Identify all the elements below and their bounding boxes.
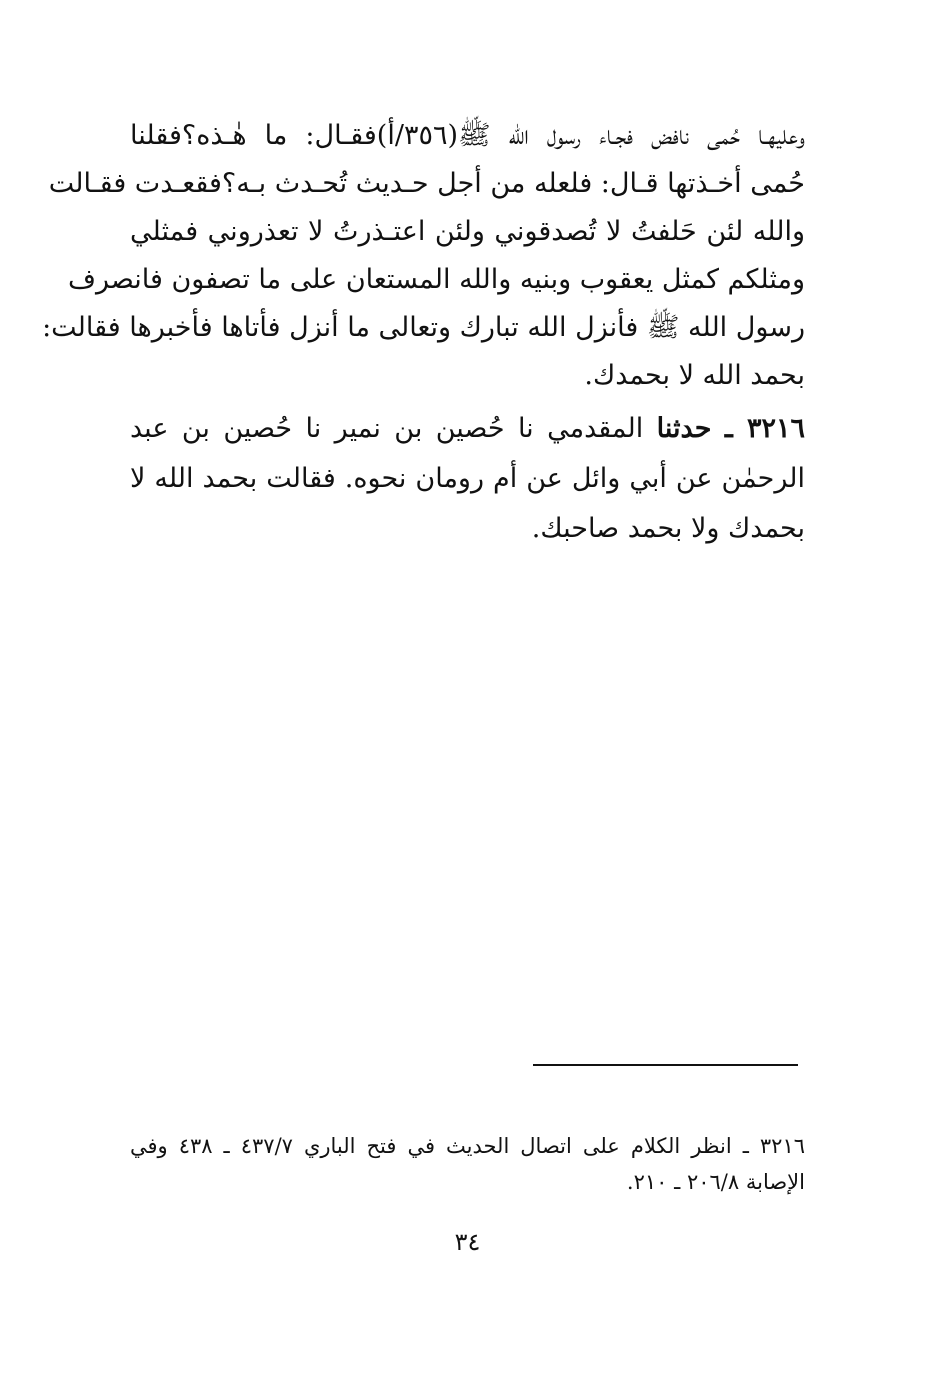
footnote	[130, 1128, 805, 1200]
page-number: ٣٤	[454, 1228, 481, 1256]
footnote-line: الإصابة ٢٠٦/٨ ـ ٢١٠.	[626, 1170, 805, 1194]
paragraph-line: الرحمٰن عن أبي وائل عن أم رومان نحوه. فقالت بحمد الله لا	[130, 463, 805, 494]
paragraph-line: والله لئن حَلفتُ لا تُصدقوني ولئن اعتـذرتُ لا تعذروني فمثلي	[130, 216, 805, 247]
paragraph-line: حُمى أخـذتها قـال: فلعله من أجل حـديث تُحـدث بـه؟فقعـدت فقـالت	[48, 168, 805, 199]
main-paragraph	[42, 112, 806, 400]
hadith-line-text: المقدمي نا حُصين بن نمير نا حُصين بن عبد	[130, 413, 644, 444]
footnote-divider	[533, 1064, 798, 1066]
hadith-paragraph	[130, 404, 805, 554]
hadith-first-line	[130, 404, 805, 454]
paragraph-line: بحمد الله لا بحمدك.	[584, 360, 805, 391]
paragraph-line: وعليهـا حُمى نافض فجـاء رسول الله ﷺ(٣٥٦/أ)فقـال: ما هٰـذه؟فقلنا	[130, 120, 806, 151]
paragraph-line: بحمدك ولا بحمد صاحبك.	[531, 513, 805, 544]
hadith-number: ٣٢١٦ ـ	[724, 413, 806, 444]
hadith-lead-word: حدثنا	[656, 413, 712, 444]
paragraph-line: رسول الله ﷺ فأنزل الله تبارك وتعالى ما أنزل فأتاها فأخبرها فقالت:	[42, 312, 805, 343]
footnote-line: ٣٢١٦ ـ انظر الكلام على اتصال الحديث في فتح الباري ٤٣٧/٧ ـ ٤٣٨ وفي	[130, 1134, 806, 1158]
paragraph-line: ومثلكم كمثل يعقوب وبنيه والله المستعان على ما تصفون فانصرف	[67, 264, 805, 295]
